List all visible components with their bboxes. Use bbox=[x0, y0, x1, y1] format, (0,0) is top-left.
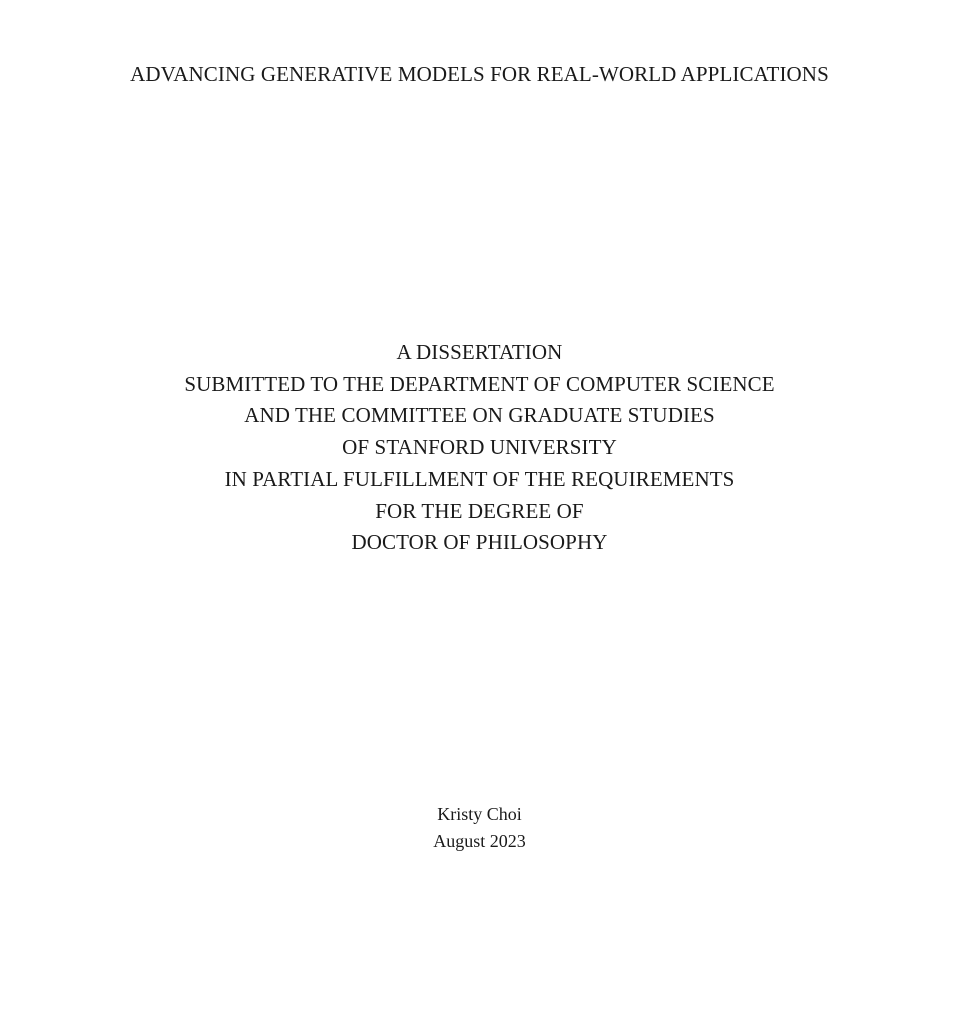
author-block bbox=[0, 801, 959, 855]
statement-line-6: FOR THE DEGREE OF bbox=[375, 498, 584, 523]
submission-date: August 2023 bbox=[433, 831, 526, 851]
submission-statement bbox=[0, 337, 959, 559]
author-name: Kristy Choi bbox=[437, 804, 522, 824]
statement-line-7: DOCTOR OF PHILOSOPHY bbox=[351, 530, 608, 555]
statement-line-3: AND THE COMMITTEE ON GRADUATE STUDIES bbox=[244, 403, 715, 428]
statement-line-5: IN PARTIAL FULFILLMENT OF THE REQUIREMENTS bbox=[224, 466, 735, 491]
statement-line-4: OF STANFORD UNIVERSITY bbox=[342, 435, 617, 460]
dissertation-title: ADVANCING GENERATIVE MODELS FOR REAL-WORLD APPLICATIONS bbox=[130, 62, 829, 86]
statement-line-1: A DISSERTATION bbox=[396, 340, 563, 364]
statement-line-2: SUBMITTED TO THE DEPARTMENT OF COMPUTER SCIENCE bbox=[184, 371, 775, 396]
